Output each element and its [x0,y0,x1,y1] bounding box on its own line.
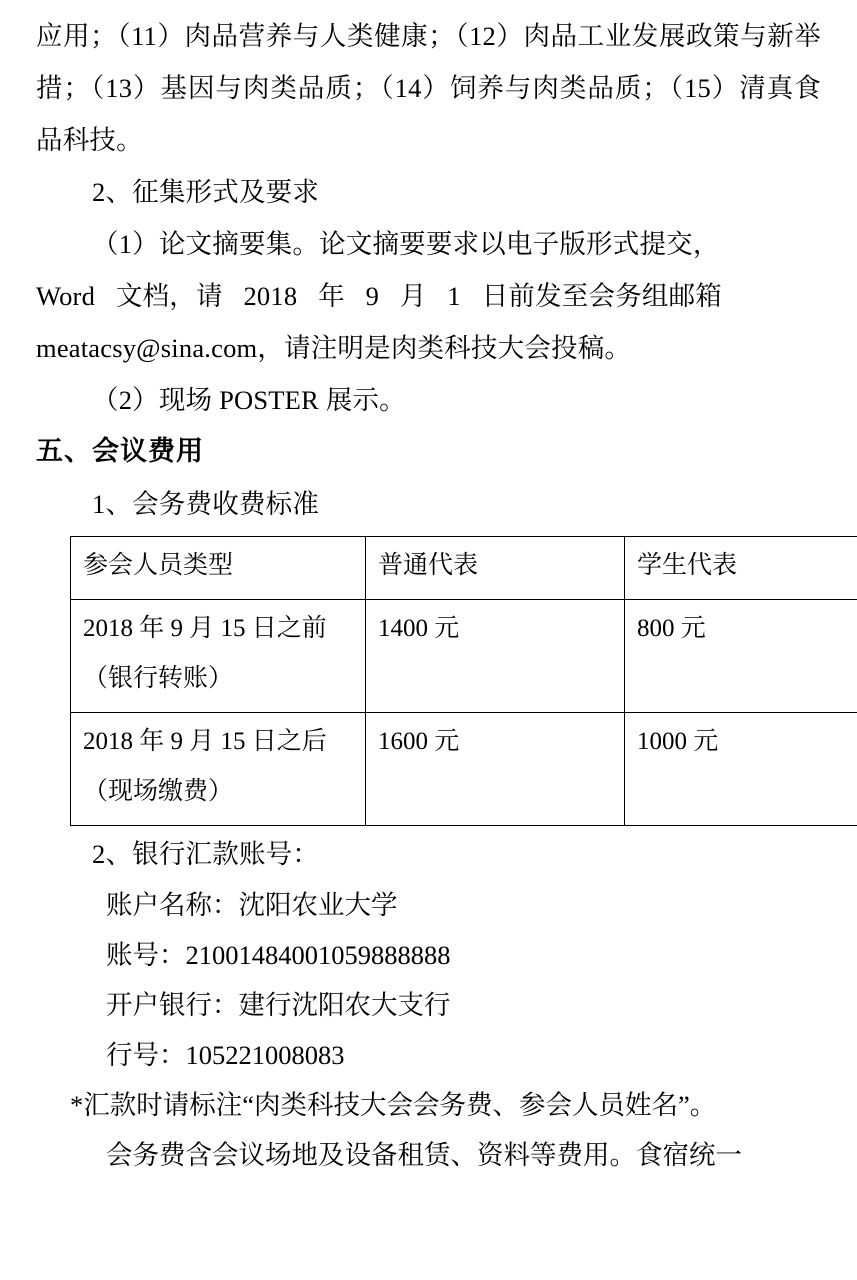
table-row [71,600,857,713]
table-cell-normal-fee: 1400 元 [366,600,625,713]
remittance-note: *汇款时请标注“肉类科技大会会务费、参会人员姓名”。 [70,1090,717,1120]
bank-routing-code: 行号：105221008083 [106,1040,345,1070]
heading-section-five: 五、会议费用 [36,436,204,467]
fee-inclusion-note: 会务费含会议场地及设备租赁、资料等费用。食宿统一 [106,1140,742,1170]
fee-table-wrapper [36,530,821,828]
paragraph-poster-display: （2）现场 POSTER 展示。 [92,385,406,415]
table-cell-normal-fee: 1600 元 [366,713,625,826]
bank-account-number: 账号：21001484001059888888 [106,940,451,970]
table-cell-type-line2: （银行转账） [83,665,234,692]
table-row-header [71,537,857,600]
table-header-normal-delegate: 普通代表 [366,537,625,600]
paragraph-abstract-submission-line2: Word 文档，请 2018 年 9 月 1 日前发至会务组邮箱 [36,281,722,311]
paragraph-topics-continuation: 应用；（11）肉品营养与人类健康；（12）肉品工业发展政策与新举措；（13）基因与肉类品质；（14）饲养与肉类品质；（15）清真食品科技。 [36,21,821,155]
table-cell-student-fee: 1000 元 [625,713,857,826]
paragraph-abstract-submission-line3: meatacsy@sina.com，请注明是肉类科技大会投稿。 [36,333,632,363]
heading-fee-standard: 1、会务费收费标准 [92,489,320,519]
table-cell-type [71,600,366,713]
table-cell-type-line2: （现场缴费） [83,778,234,805]
paragraph-abstract-submission-line1: （1）论文摘要集。论文摘要要求以电子版形式提交， [92,229,720,259]
table-header-participant-type: 参会人员类型 [71,537,366,600]
bank-branch-name: 开户银行：建行沈阳农大支行 [106,990,451,1020]
table-row [71,713,857,826]
table-cell-student-fee: 800 元 [625,600,857,713]
bank-account-name: 账户名称：沈阳农业大学 [106,890,398,920]
table-cell-type [71,713,366,826]
fee-table [70,536,857,826]
table-cell-type-line1: 2018 年 9 月 15 日之后 [83,728,327,755]
table-header-student-delegate: 学生代表 [625,537,857,600]
heading-bank-transfer: 2、银行汇款账号： [92,839,320,869]
heading-collection-form: 2、征集形式及要求 [92,177,320,207]
table-cell-type-line1: 2018 年 9 月 15 日之前 [83,615,327,642]
